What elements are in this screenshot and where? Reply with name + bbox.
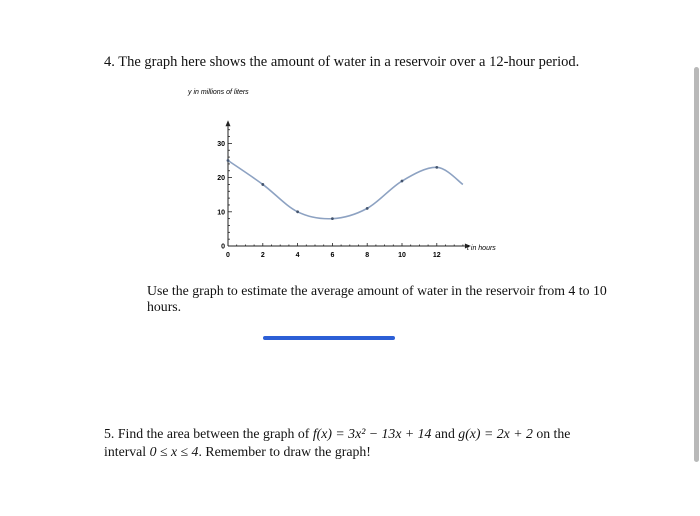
- y-tick-labels: [217, 141, 225, 251]
- data-points: [227, 159, 439, 220]
- data-point: [435, 166, 438, 169]
- y-axis-arrow: [226, 120, 231, 126]
- x-tick-label: 10: [398, 252, 406, 259]
- data-point: [401, 180, 404, 183]
- x-tick-labels: [226, 252, 441, 259]
- question-5-number: 5.: [104, 426, 115, 441]
- x-tick-label: 6: [330, 252, 335, 259]
- x-tick-label: 8: [365, 252, 370, 259]
- question-5-text-e: . Remember to draw the graph!: [198, 444, 371, 459]
- question-4-instruction: Use the graph to estimate the average amount of water in the reservoir from 4 to 10 hours.: [147, 283, 607, 314]
- data-point: [227, 159, 230, 162]
- data-point: [261, 183, 264, 186]
- y-tick-label: 20: [217, 175, 225, 183]
- x-tick-label: 12: [432, 252, 441, 259]
- answer-blank-line[interactable]: [263, 336, 395, 340]
- data-point: [296, 210, 299, 213]
- interval-expression: 0 ≤ x ≤ 4: [149, 444, 199, 459]
- g-expression: g(x) = 2x + 2: [458, 426, 533, 441]
- question-5-text-d: interval: [104, 444, 147, 459]
- question-4-number: 4.: [104, 54, 115, 70]
- data-point: [366, 207, 369, 210]
- y-tick-label: 30: [217, 140, 225, 148]
- x-axis-label: t in hours: [467, 245, 496, 252]
- y-tick-label: 0: [221, 243, 225, 251]
- water-curve: [228, 161, 463, 219]
- x-tick-label: 0: [226, 252, 230, 259]
- question-4-text: The graph here shows the amount of water in a reservoir over a 12-hour period.: [118, 54, 580, 70]
- question-5-text-c: on the: [536, 426, 571, 441]
- vertical-scrollbar[interactable]: [694, 67, 699, 462]
- f-expression: f(x) = 3x² − 13x + 14: [312, 426, 432, 441]
- x-tick-label: 2: [260, 252, 265, 259]
- question-5: [104, 425, 624, 461]
- y-axis-label: y in millions of liters: [188, 89, 249, 96]
- y-tick-label: 10: [217, 209, 225, 217]
- x-tick-label: 4: [295, 252, 300, 259]
- question-5-text-a: Find the area between the graph of: [117, 426, 310, 441]
- question-4: [104, 54, 579, 71]
- data-point: [331, 217, 334, 220]
- question-5-text-b: and: [434, 426, 455, 441]
- water-reservoir-graph: [170, 82, 510, 272]
